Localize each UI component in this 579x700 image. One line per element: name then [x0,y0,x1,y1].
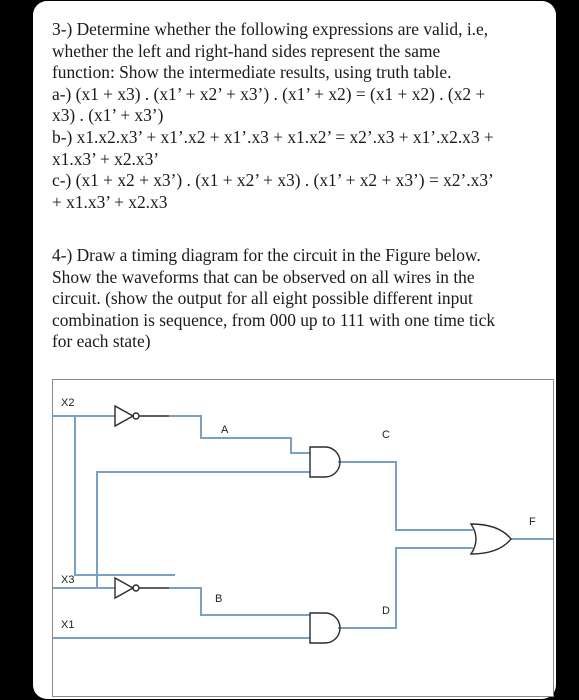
label-x3: X3 [61,574,75,586]
question-3-line: 3-) Determine whether the following expressions are valid, i.e, [52,19,489,39]
label-f: F [529,516,536,528]
question-3a-line: a-) (x1 + x3) . (x1’ + x2’ + x3’) . (x1’ + x2) = (x1 + x2) . (x2 + [52,83,486,104]
label-x1: X1 [61,619,75,631]
label-c: C [382,429,390,441]
and-gate-d [310,613,340,643]
not-gate-x3 [115,578,139,598]
and-gate-c [310,447,340,477]
wire-a [169,416,310,453]
question-3b-line: b-) x1.x2.x3’ + x1’.x2 + x1’.x3 + x1.x2’ = x2’.x3 + x1’.x2.x3 + [52,126,494,147]
label-x2: X2 [61,397,75,409]
question-4 [52,245,542,353]
question-3a-line: x3) . (x1’ + x3’) [52,105,164,126]
circuit-wires [53,416,553,638]
wire-c [338,462,473,530]
question-3 [52,19,542,213]
question-card [33,1,556,699]
wire-x3-branch [97,472,310,588]
not-output-stubs [139,416,169,588]
label-a: A [221,424,229,436]
question-3c-line: c-) (x1 + x2 + x3’) . (x1 + x2’ + x3) . (x1’ + x2 + x3’) = x2’.x3’ [52,170,494,191]
circuit-diagram [53,380,553,696]
label-d: D [382,605,390,617]
question-3-line: function: Show the intermediate results, using truth table. [52,62,452,83]
question-4-line: circuit. (show the output for all eight possible different input [52,288,473,309]
or-gate-f [471,524,511,554]
wire-b [169,588,310,615]
question-3c-line: + x1.x3’ + x2.x3 [52,191,168,212]
not-gate-x2 [115,406,139,426]
question-4-line: for each state) [52,331,151,352]
question-4-line: Show the waveforms that can be observed on all wires in the [52,266,475,287]
question-4-line: 4-) Draw a timing diagram for the circuit in the Figure below. [52,245,481,265]
circuit-gates [115,406,511,643]
wire-x2-branch [75,416,175,575]
question-3b-line: x1.x3’ + x2.x3’ [52,148,160,169]
wire-d [338,548,473,628]
circuit-figure [52,379,554,697]
question-4-line: combination is sequence, from 000 up to 111 with one time tick [52,309,496,330]
label-b: B [215,593,223,605]
question-3-line: whether the left and right-hand sides represent the same [52,40,441,61]
